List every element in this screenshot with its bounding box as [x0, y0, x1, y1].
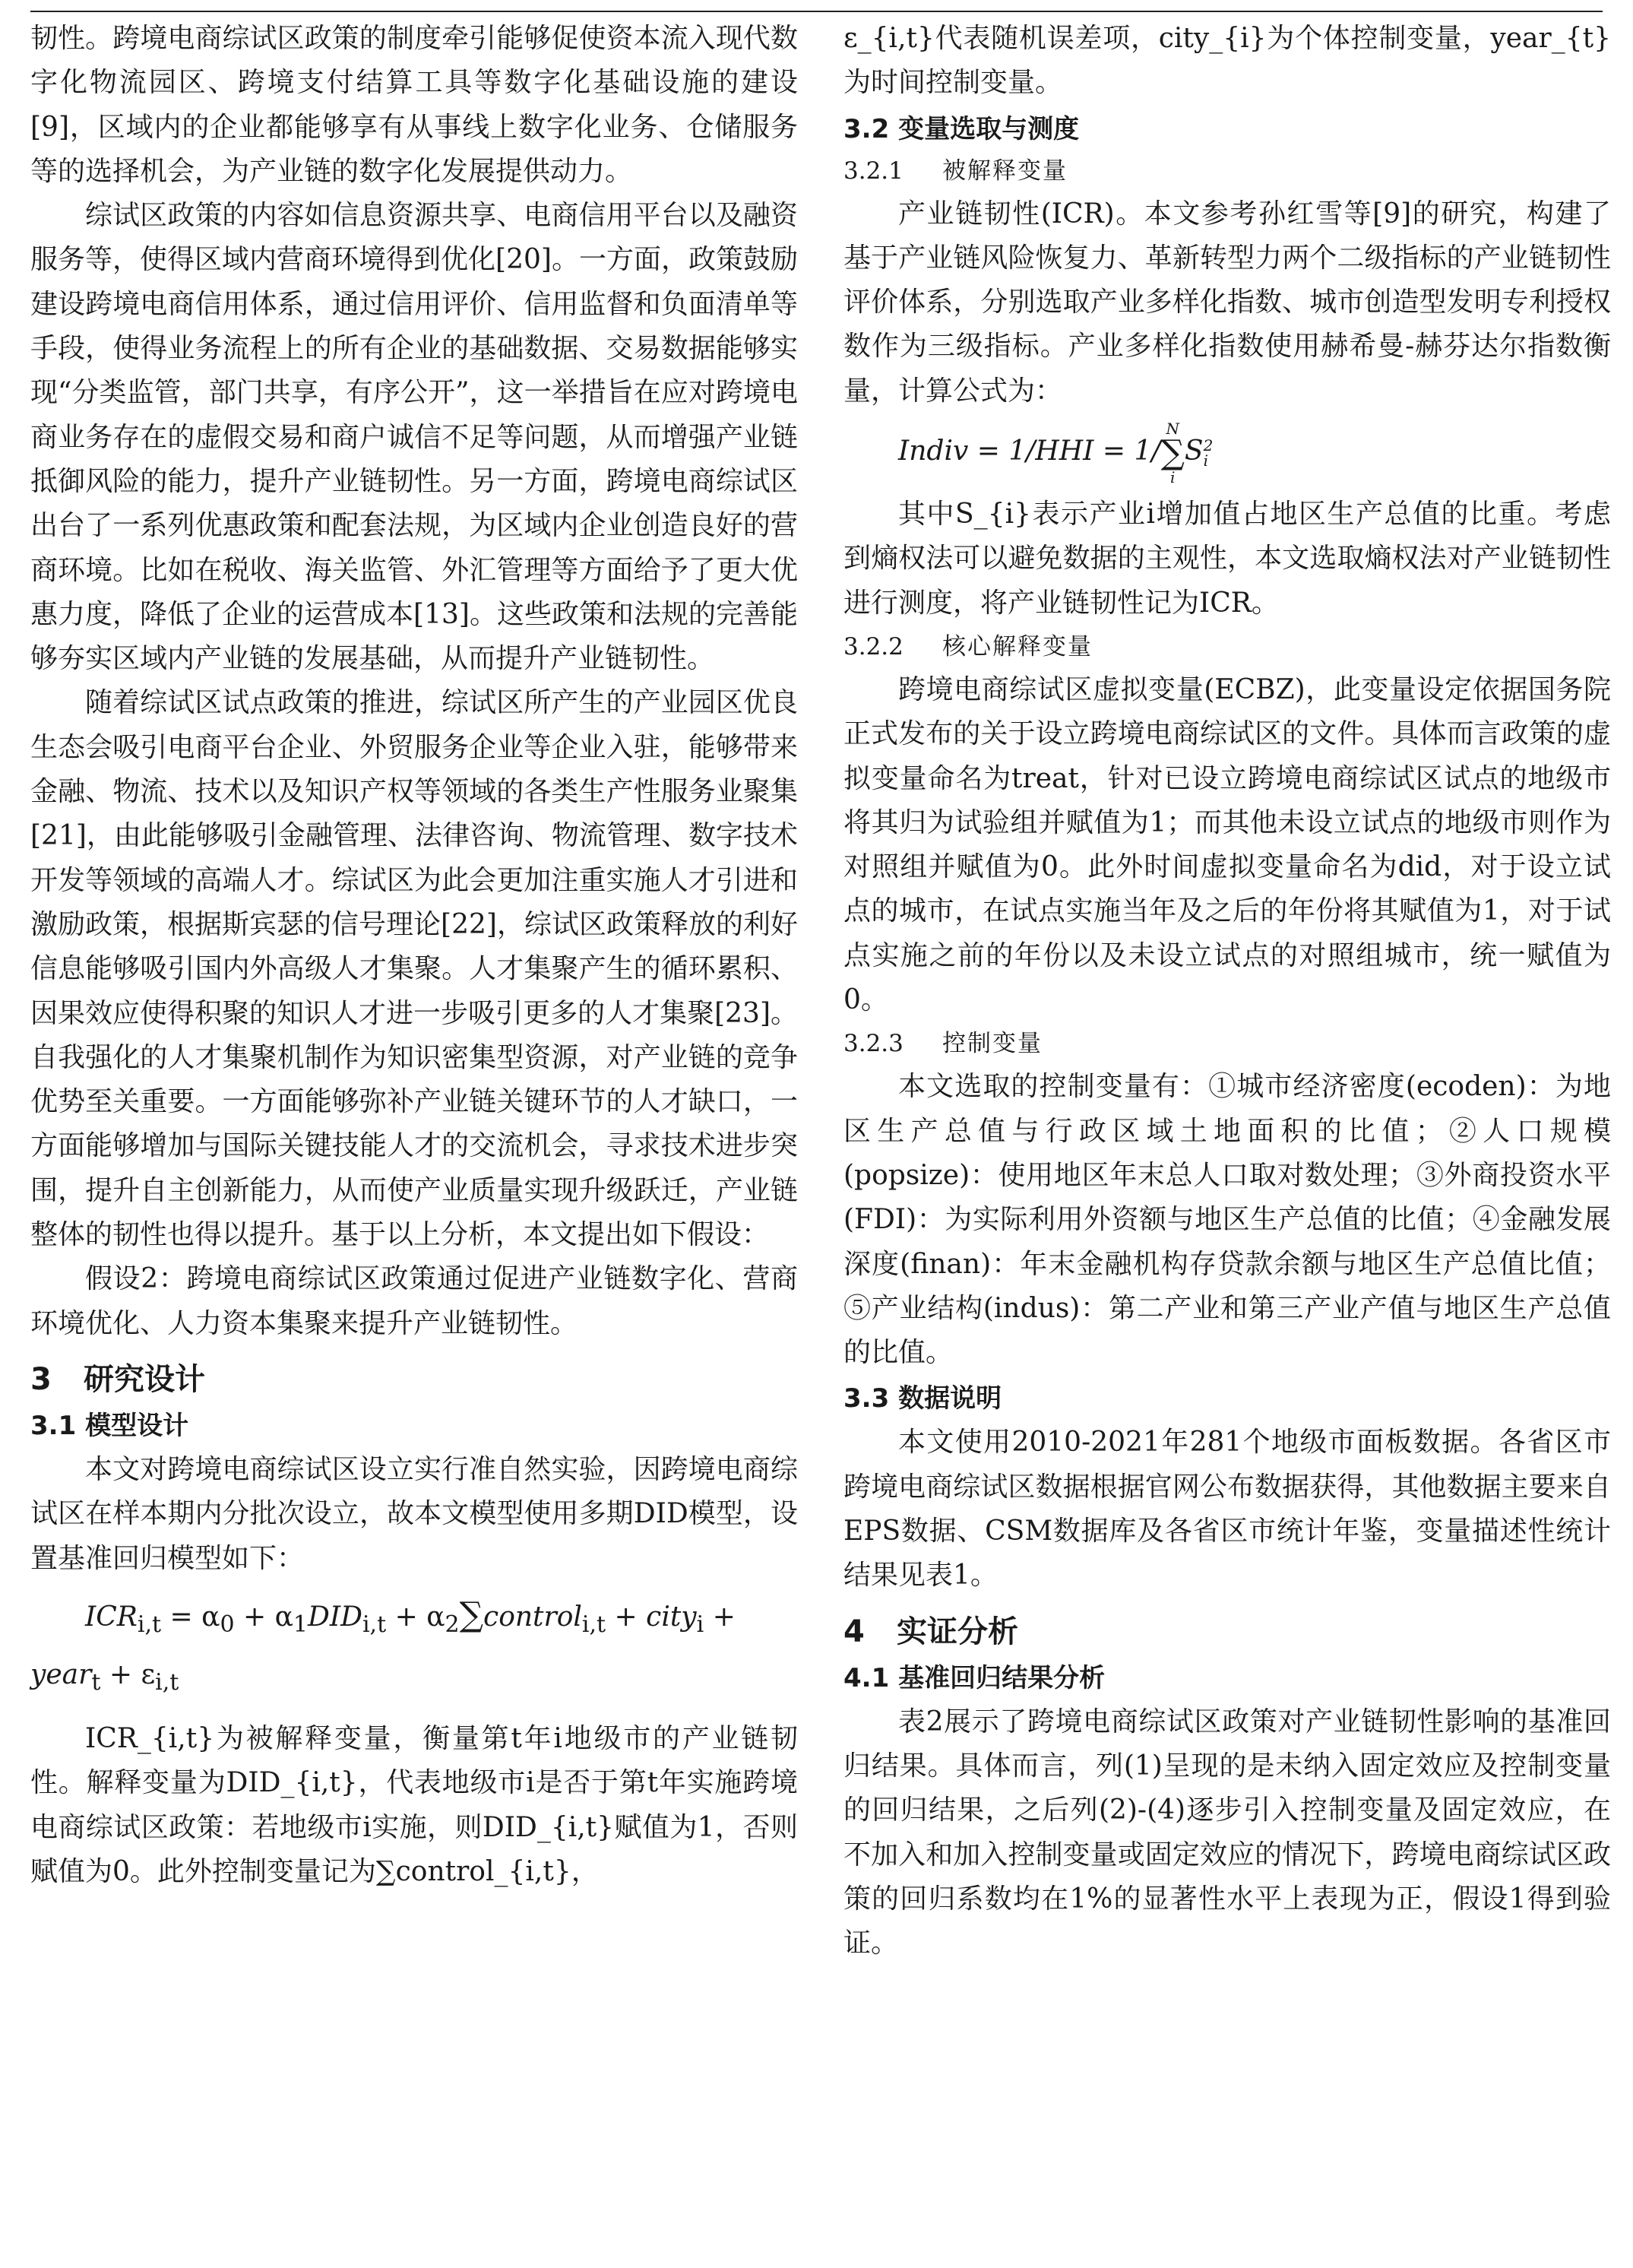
- formula-subscript: i,t: [362, 1611, 387, 1638]
- paragraph: ICR_{i,t}为被解释变量，衡量第t年i地级市的产业链韧性。解释变量为DID_{i,t}，代表地级市i是否于第t年实施跨境电商综试区政策：若地级市i实施，则DID_{i,t}赋值为1，否则赋值为0。此外控制变量记为∑control_{i,t}，: [30, 1723, 798, 1888]
- formula-subscript: i: [1203, 451, 1208, 470]
- left-column: [30, 17, 798, 1894]
- section-heading: [30, 1358, 798, 1401]
- formula-part: + α: [234, 1601, 293, 1633]
- indiv-formula: [843, 421, 1611, 485]
- formula-part: S: [1184, 436, 1204, 467]
- paragraph: 综试区政策的内容如信息资源共享、电商信用平台以及融资服务等，使得区域内营商环境得到优化[20]。一方面，政策鼓励建设跨境电商信用体系，通过信用评价、信用监督和负面清单等手段，使得业务流程上的所有企业的基础数据、交易数据能够实现“分类监管，部门共享，有序公开”，这一举措旨在应对跨境电商业务存在的虚假交易和商户诚信不足等问题，从而增强产业链抵御风险的能力，提升产业链韧性。另一方面，跨境电商综试区出台了一系列优惠政策和配套法规，为区域内企业创造良好的营商环境。比如在税收、海关监管、外汇管理等方面给予了更大优惠力度，降低了企业的运营成本[13]。这些政策和法规的完善能够夯实区域内产业链的发展基础，从而提升产业链韧性。: [30, 200, 798, 675]
- paragraph: 本文选取的控制变量有：①城市经济密度(ecoden)：为地区生产总值与行政区域土地面积的比值；②人口规模(popsize)：使用地区年末总人口取对数处理；③外商投资水平(FDI)：为实际利用外资额与地区生产总值的比值；④金融发展深度(finan)：年末金融机构存贷款余额与地区生产总值比值；⑤产业结构(indus)：第二产业和第三产业产值与地区生产总值的比值。: [843, 1071, 1611, 1369]
- paragraph: 表2展示了跨境电商综试区政策对产业链韧性影响的基准回归结果。具体而言，列(1)呈现的是未纳入固定效应及控制变量的回归结果，之后列(2)-(4)逐步引入控制变量及固定效应，在不加入和加入控制变量或固定效应的情况下，跨境电商综试区政策的回归系数均在1%的显著性水平上表现为正，假设1得到验证。: [843, 1706, 1611, 1959]
- section-title: 研究设计: [84, 1361, 205, 1397]
- subsection-number: 3.1: [30, 1410, 77, 1441]
- subsection-title: 变量选取与测度: [898, 113, 1080, 144]
- subsubsection-number: 3.2.3: [843, 1030, 904, 1058]
- paragraph: 随着综试区试点政策的推进，综试区所产生的产业园区优良生态会吸引电商平台企业、外贸服务企业等企业入驻，能够带来金融、物流、技术以及知识产权等领域的各类生产性服务业聚集[21]，由此能够吸引金融管理、法律咨询、物流管理、数字技术开发等领域的高端人才。综试区为此会更加注重实施人才引进和激励政策，根据斯宾瑟的信号理论[22]，综试区政策释放的利好信息能够吸引国内外高级人才集聚。人才集聚产生的循环累积、因果效应使得积聚的知识人才进一步吸引更多的人才集聚[23]。自我强化的人才集聚机制作为知识密集型资源，对产业链的竞争优势至关重要。一方面能够弥补产业链关键环节的人才缺口，一方面能够增加与国际关键技能人才的交流机会，寻求技术进步突围，提升自主创新能力，从而使产业质量实现升级跃迁，产业链整体的韧性也得以提升。基于以上分析，本文提出如下假设：: [30, 687, 798, 1251]
- script-block: [1204, 438, 1214, 468]
- regression-formula: [30, 1589, 798, 1652]
- subsection-heading: [843, 1378, 1611, 1419]
- formula-part: + city: [606, 1601, 697, 1633]
- paragraph: 其中S_{i}表示产业i增加值占地区生产总值的比重。考虑到熵权法可以避免数据的主观性，本文选取熵权法对产业链韧性进行测度，将产业链韧性记为ICR。: [843, 499, 1611, 619]
- subsubsection-title: 被解释变量: [942, 157, 1068, 185]
- formula-subscript: 2: [445, 1611, 460, 1638]
- paragraph: 产业链韧性(ICR)。本文参考孙红雪等[9]的研究，构建了基于产业链风险恢复力、革新转型力两个二级指标的产业链韧性评价体系，分别选取产业多样化指数、城市创造型发明专利授权数作为三级指标。产业多样化指数使用赫希曼-赫芬达尔指数衡量，计算公式为：: [843, 198, 1611, 407]
- subsection-title: 数据说明: [898, 1383, 1002, 1414]
- subsubsection-heading: [843, 1024, 1611, 1063]
- formula-subscript: t: [91, 1669, 101, 1696]
- subsection-heading: [30, 1405, 798, 1446]
- subsection-number: 4.1: [843, 1662, 890, 1693]
- subsubsection-heading: [843, 627, 1611, 667]
- formula-part: + ε: [100, 1658, 156, 1690]
- formula-part: ICR: [85, 1601, 138, 1633]
- subsubsection-heading: [843, 151, 1611, 191]
- formula-subscript: i,t: [155, 1669, 179, 1696]
- formula-part: = α: [161, 1601, 220, 1633]
- paragraph: ε_{i,t}代表随机误差项，city_{i}为个体控制变量，year_{t}为时间控制变量。: [843, 23, 1611, 99]
- summation-block: [1161, 421, 1185, 485]
- formula-part: Indiv: [898, 436, 969, 467]
- subsection-number: 3.3: [843, 1383, 890, 1414]
- formula-subscript: 0: [220, 1611, 235, 1638]
- subsubsection-number: 3.2.1: [843, 157, 904, 185]
- right-column: [843, 17, 1611, 1965]
- subsubsection-number: 3.2.2: [843, 632, 904, 660]
- paragraph: 韧性。跨境电商综试区政策的制度牵引能够促使资本流入现代数字化物流园区、跨境支付结算工具等数字化基础设施的建设[9]，区域内的企业都能够享有从事线上数字化业务、仓储服务等的选择机会，为产业链的数字化发展提供动力。: [30, 23, 798, 187]
- formula-part: = 1/HHI = 1/: [968, 436, 1161, 467]
- hypothesis-2: 假设2：跨境电商综试区政策通过促进产业链数字化、营商环境优化、人力资本集聚来提升产业链韧性。: [30, 1263, 798, 1339]
- section-number: 3: [30, 1361, 52, 1397]
- formula-subscript: i,t: [581, 1611, 606, 1638]
- formula-subscript: i,t: [137, 1611, 162, 1638]
- summation-lower-limit: i: [1170, 468, 1176, 487]
- subsubsection-title: 核心解释变量: [942, 632, 1093, 660]
- formula-subscript: i: [696, 1611, 704, 1638]
- summation-symbol: ∑: [459, 1595, 484, 1634]
- formula-part: +: [704, 1601, 736, 1633]
- summation-upper-limit: N: [1166, 420, 1179, 439]
- section-number: 4: [843, 1614, 865, 1649]
- subsubsection-title: 控制变量: [942, 1030, 1043, 1058]
- formula-part: control: [483, 1601, 582, 1633]
- paragraph: 本文使用2010-2021年281个地级市面板数据。各省区市跨境电商综试区数据根据官网公布数据获得，其他数据主要来自EPS数据、CSM数据库及各省区市统计年鉴，变量描述性统计结果见表1。: [843, 1427, 1611, 1592]
- subsection-title: 基准回归结果分析: [898, 1662, 1106, 1693]
- summation-symbol: ∑: [1160, 433, 1185, 473]
- section-heading: [843, 1611, 1611, 1653]
- paragraph: 本文对跨境电商综试区设立实行准自然实验，因跨境电商综试区在样本期内分批次设立，故本文模型使用多期DID模型，设置基准回归模型如下：: [30, 1453, 798, 1574]
- regression-formula-continued: [30, 1649, 798, 1709]
- formula-superscript: 2: [1203, 436, 1214, 455]
- formula-part: year: [30, 1658, 92, 1690]
- formula-part: DID: [308, 1601, 362, 1633]
- subsection-title: 模型设计: [85, 1410, 189, 1441]
- header-rule: [30, 11, 1603, 12]
- subsection-number: 3.2: [843, 113, 890, 144]
- subsection-heading: [843, 1658, 1611, 1699]
- paragraph: 跨境电商综试区虚拟变量(ECBZ)，此变量设定依据国务院正式发布的关于设立跨境电商综试区的文件。具体而言政策的虚拟变量命名为treat，针对已设立跨境电商综试区试点的地级市将其归为试验组并赋值为1；而其他未设立试点的地级市则作为对照组并赋值为0。此外时间虚拟变量命名为did，对于设立试点的城市，在试点实施当年及之后的年份将其赋值为1，对于试点实施之前的年份以及未设立试点的对照组城市，统一赋值为0。: [843, 673, 1611, 1016]
- subsection-heading: [843, 109, 1611, 150]
- formula-subscript: 1: [293, 1611, 308, 1638]
- section-title: 实证分析: [897, 1614, 1018, 1649]
- formula-part: + α: [386, 1601, 445, 1633]
